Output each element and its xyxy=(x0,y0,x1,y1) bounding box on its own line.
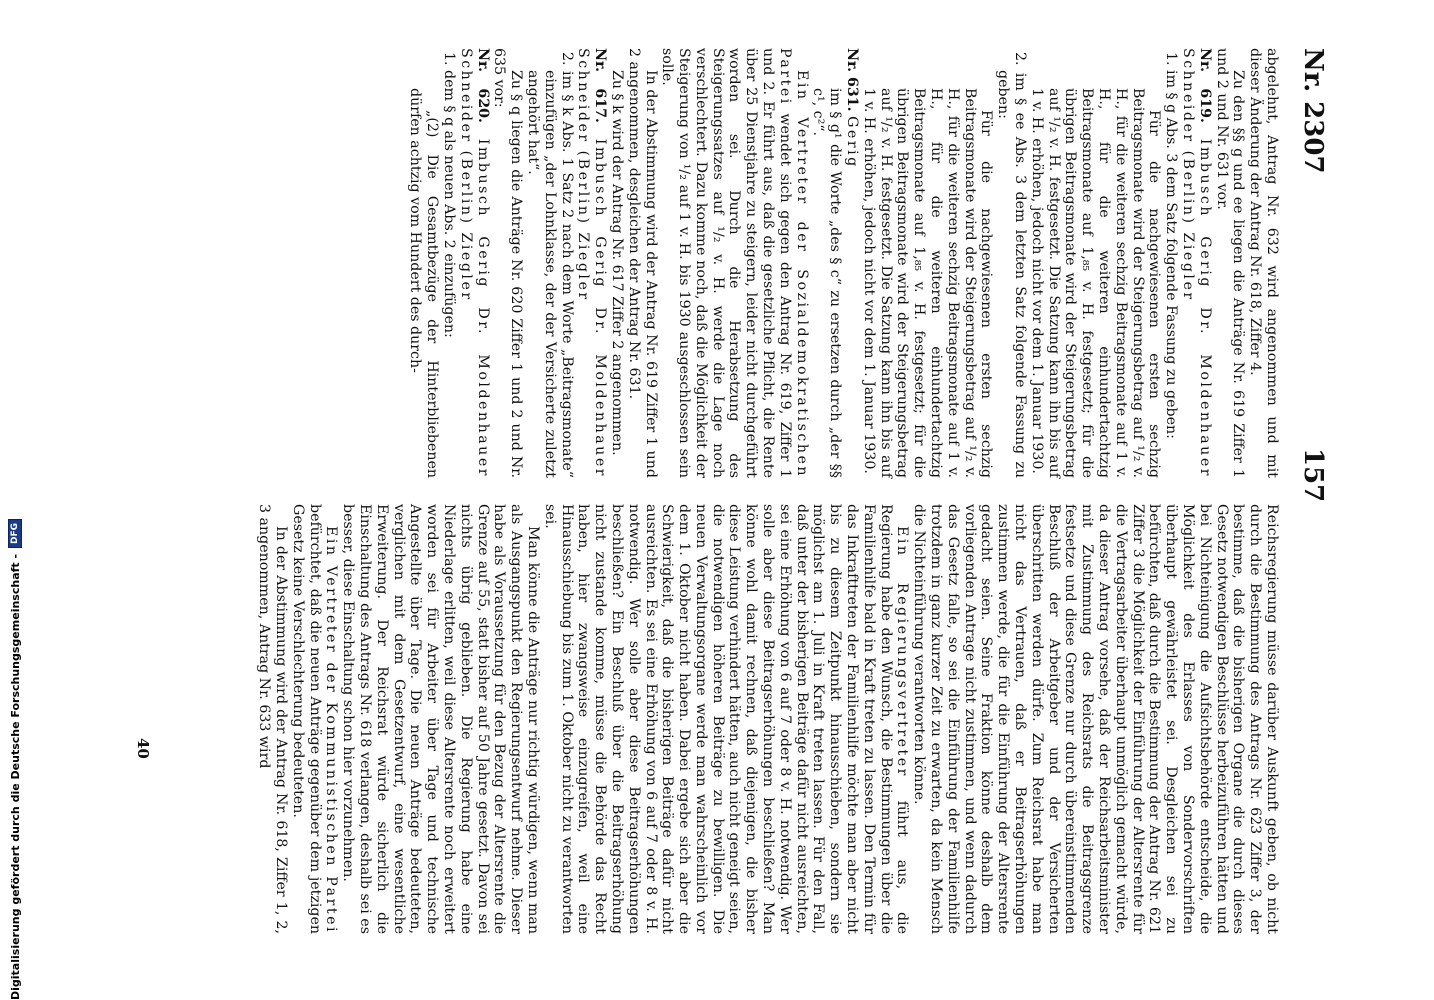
digitization-credit xyxy=(4,522,26,1000)
paragraph: Man könne die Anträge nur richtig würdigen, wenn man als Ausgangspunkt den Regierungsentwurf nehme. Dieser habe als Voraussetzung für den Bezug der Altersrente die Grenze auf 55, statt bisher auf 50 Jahre gesetzt. Davon sei nichts übrig geblieben. Die Regierung habe eine Niederlage erlitten, weil diese Altersrente noch erweitert worden sei für Arbeiter über Tage und technische Angestellte über Tage. Die neuen Anträge bedeuteten, verglichen mit dem Gesetzentwurf, eine wesentliche Erweiterung. Der Reichsrat würde sicherlich die Einschaltung des Antrags Nr. 618 verlangen, deshalb sei es besser, diese Einschaltung schon hier vorzunehmen. xyxy=(340,504,541,934)
paragraph: 1. dem § q als neuen Abs. 2 einzufügen: xyxy=(440,52,457,338)
paragraph: Für die nachgewiesenen ersten sechzig Beitragsmonate wird der Steigerungsbetrag auf ¹/₂ v. H., für die weiteren sechzig Beitragsmonate auf 1 v. H., für die weiteren einhundertachtzig Beitragsmonate auf 1,₈₅ v. H. festgesetzt; für die übrigen Beitragsmonate wird der Steigerungsbetrag auf ¹/₂ v. H. festgesetzt. Die Satzung kann ihn bis auf 1 v. H. erhöhen, jedoch nicht vor dem 1. Januar 1930. xyxy=(1028,88,1163,478)
motion-label: Nr. 619. xyxy=(1196,48,1213,123)
signature-mark: 40 xyxy=(134,738,152,759)
dfg-logo: DFG xyxy=(8,519,22,548)
paragraph: abgelehnt, Antrag Nr. 632 wird angenommen und mit dieser Änderung der Antrag Nr. 618, Ziffer 4. xyxy=(1247,48,1280,478)
motion-label: Nr. 620. xyxy=(474,48,491,123)
paragraph: Für die nachgewiesenen ersten sechzig Beitragsmonate wird der Steigerungsbetrag auf ¹/₂ v. H., für die weiteren sechzig Beitragsmonate auf 1 v. H., für die weiteren einhundertachtzig Beitragsmonate auf 1,₈₅ v. H. festgesetzt; für die übrigen Beitragsmonate wird der Steigerungsbetrag auf ¹/₂ v. H. festgesetzt. Die Satzung kann ihn bis auf 1 v. H. erhöhen, jedoch nicht vor dem 1. Januar 1930. xyxy=(860,88,995,478)
paragraph xyxy=(289,504,339,934)
motion-names: Imbusch Gerig Dr. Moldenhauer Schneider (Berlin) Ziegler xyxy=(1180,48,1213,478)
paragraph: 2. im § k Abs. 1 Satz 2 nach dem Worte „Beitragsmonate“ einzufügen „der Lohnklasse, der der Versicherte zuletzt angehört hat“. xyxy=(524,52,575,478)
speaker-lead: Ein Vertreter der Sozialdemokratischen Partei xyxy=(776,48,810,478)
motion-signers xyxy=(575,48,609,478)
paragraph xyxy=(541,504,911,934)
motion-names: Imbusch Gerig Dr. Moldenhauer Schneider (Berlin) Ziegler xyxy=(457,48,491,478)
text-column-right xyxy=(407,48,1280,478)
paragraph: Zu § q liegen die Anträge Nr. 620 Ziffer 1 und 2 und Nr. 635 vor: xyxy=(491,48,525,478)
motion-signers xyxy=(1179,48,1213,478)
motion-signers xyxy=(843,48,860,478)
paragraph-text: befürchtet, daß die neuen Anträge gegenüber dem jetzigen Gesetz keine Verschlechterung bedeuteten. xyxy=(289,504,323,934)
page-header xyxy=(1290,48,1330,943)
paragraph-text: wendet sich gegen den Antrag Nr. 619, Ziffer 1 und 2. Er führt aus, daß die gesetzliche Pflicht, die Rente über 25 Dienstjahre zu steigern, leider nicht durchgeführt worden sei. Durch die Herabsetzung des Steigerungssatzes auf ¹/₂ v. H. werde die Lage noch verschlechtert. Dazu komme noch, daß die Möglichkeit der Steigerung von ¹/₂ auf 1 v. H. bis 1930 ausgeschlossen sein solle. xyxy=(659,48,793,478)
motion-names: Gerig xyxy=(844,116,861,169)
motion-signers xyxy=(457,48,491,478)
paragraph-text: führt aus, die Regierung habe den Wunsch, die Bestimmungen über die Familienhilfe bald in Kraft treten zu lassen. Den Termin für das Inkrafttreten der Familienhilfe möchte man aber nicht bis zu diesem Zeitpunkt hinausschieben, sondern sie möglichst am 1. Juli in Kraft treten lassen. Für den Fall, daß unter der bisherigen Beiträge dafür nicht ausreichten, sei eine Erhöhung von 6 auf 7 oder 8 v. H. notwendig. Wer solle aber diese Beitragserhöhungen beschließen? Man könne wohl damit rechnen, daß diejenigen, die bisher diese Leistung verhindert hätten, auch nicht geneigt seien, die notwendigen höheren Beiträge zu bewilligen. Die neuen Verwaltungsorgane werde man wahrscheinlich vor dem 1. Oktober nicht haben. Dabei ergebe sich aber die Schwierigkeit, daß die bisherigen Beiträge dafür nicht ausreichten. Es sei eine Erhöhung von 6 auf 7 oder 8 v. H. notwendig. Wer solle aber diese Beitragserhöhungen beschließen? Ein Beschluß über die Beitragserhöhung nicht zustande komme, müsse die Behörde das Recht haben, hier zwangsweise einzugreifen, weil eine Hinausschiebung bis zum 1. Oktober nicht zu verantworten sei. xyxy=(541,504,911,934)
text-column-left xyxy=(255,504,1280,934)
rotated-page-content xyxy=(135,48,1330,943)
paragraph xyxy=(659,48,810,478)
paragraph: 2. im § ee Abs. 3 dem letzten Satz folgende Fassung zu geben: xyxy=(995,52,1029,478)
document-number: Nr. 2307 xyxy=(1298,48,1328,174)
paragraph: Zu § k wird der Antrag Nr. 617 Ziffer 2 angenommen. xyxy=(608,70,625,456)
paragraph: im § g¹ die Worte „des § c“ zu ersetzen durch „der §§ c¹, c²“. xyxy=(810,88,844,478)
paragraph: „(2) Die Gesamtbezüge der Hinterbliebenen dürfen achtzig vom Hundert des durch- xyxy=(407,88,441,478)
motion-label: Nr. 617. xyxy=(592,48,609,123)
speaker-lead: Ein Vertreter der Kommunistischen Partei xyxy=(323,526,340,934)
motion-names: Imbusch Gerig Dr. Moldenhauer Schneider (Berlin) Ziegler xyxy=(575,48,609,478)
paragraph: Reichsregierung müsse darüber Auskunft geben, ob nicht durch die Bestimmung des Antrags Nr. 623 Ziffer 3, der bestimme, daß die bisherigen Organe die durch dieses Gesetz notwendigen Beschlüsse herbeizuführen hätten und bei Nichteinigung die Aufsichtsbehörde entscheide, die Möglichkeit des Erlasses von Sondervorschriften überhaupt gewährleistet sei. Desgleichen sei zu befürchten, daß durch die Bestimmung der Antrag Nr. 621 Ziffer 3 die Möglichkeit der Einführung der Altersrente für die Vertragsarbeiter überhaupt unmöglich gemacht würde, da dieser Antrag vorsehe, daß der Reichsarbeitsminister mit Zustimmung des Reichsrats die Beitragsgrenze festsetze und diese Grenze nur durch übereinstimmenden Beschluß der Arbeitgeber und der Versicherten überschritten werden dürfe. Zum Reichsrat habe man nicht das Vertrauen, daß er Beitragserhöhungen zustimmen werde, die für die Einführung der Altersrente gedacht seien. Seine Fraktion könne deshalb dem vorliegenden Antrage nicht zustimmen, und wenn dadurch das Gesetz falle, so sei die Einführung der Familienhilfe trotzdem in ganz kurzer Zeit zu erwarten, da kein Mensch die Nichteinführung verantworten könne. xyxy=(911,504,1280,934)
paragraph: In der Abstimmung wird der Antrag Nr. 618, Ziffer 1, 2, 3 angenommen, Antrag Nr. 633 wird xyxy=(256,504,289,934)
motion-label: Nr. 631. xyxy=(844,48,861,112)
paragraph: 1. im § g Abs. 3 dem Satz folgende Fassung zu geben: xyxy=(1163,52,1180,439)
page-number: 157 xyxy=(1298,448,1328,503)
speaker-lead: Ein Regierungsvertreter xyxy=(894,526,911,778)
paragraph: In der Abstimmung wird der Antrag Nr. 619 Ziffer 1 und 2 angenommen, desgleichen der Antrag Nr. 631. xyxy=(625,48,659,478)
credit-text: Digitalisierung gefördert durch die Deutsche Forschungsgemeinschaft - xyxy=(8,553,22,1000)
paragraph: Zu den §§ g und ee liegen die Anträge Nr. 619 Ziffer 1 und 2 und Nr. 631 vor. xyxy=(1213,48,1247,478)
